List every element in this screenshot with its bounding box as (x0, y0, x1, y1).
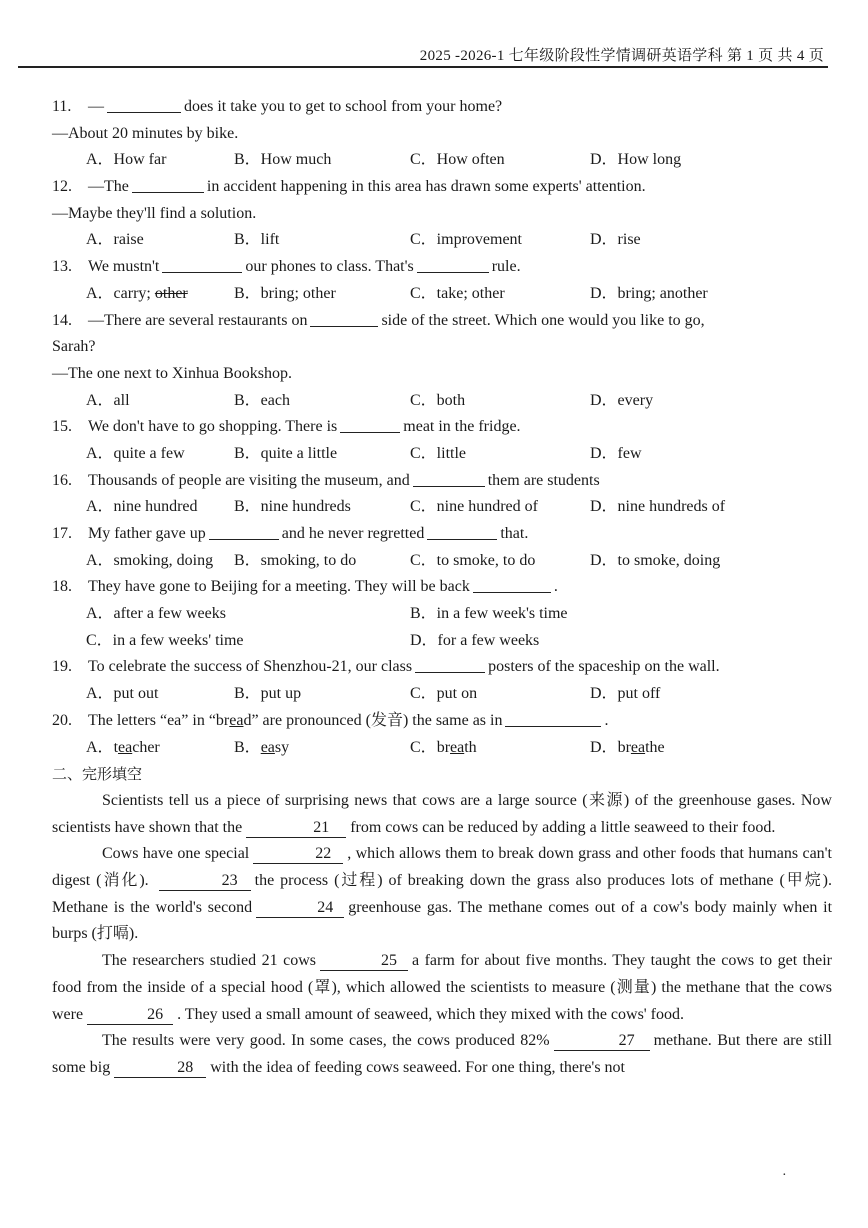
paragraph-text: from cows can be reduced by adding a little seaweed to their food. (350, 818, 776, 836)
question-15-options (52, 441, 832, 468)
underlined-letters: ea (260, 738, 275, 756)
question-14-options (52, 388, 832, 415)
question-13-stem (52, 254, 832, 281)
answer-blank (209, 523, 279, 540)
question-19-stem (52, 654, 832, 681)
answer-blank (415, 656, 485, 673)
question-14-stem (52, 308, 832, 335)
header-rule (18, 66, 828, 68)
stem-text: . (604, 711, 609, 729)
cloze-blank-26: 26 (87, 1006, 173, 1025)
stem-text: that. (500, 525, 529, 542)
stem-text: meat in the fridge. (403, 418, 521, 436)
paragraph-text: Cows have one special (102, 845, 250, 863)
option-d: D．for a few weeks (410, 631, 540, 649)
option-letter: A． (86, 738, 114, 756)
question-12-reply: —Maybe they'll find a solution. (52, 204, 257, 222)
option-a: A．smoking, doing (86, 551, 214, 569)
question-12-stem (52, 174, 832, 201)
stem-text: We don't have to go shopping. There is (88, 418, 338, 436)
stem-text: and he never regretted (281, 525, 425, 542)
option-d: D．every (590, 391, 654, 409)
page-header: 2025 -2026-1 七年级阶段性学情调研英语学科 第 1 页 共 4 页 (419, 48, 824, 64)
stem-text: —The (88, 178, 129, 196)
option-d (590, 735, 665, 762)
answer-blank (413, 470, 485, 487)
question-14-cont: Sarah? (52, 338, 96, 356)
cloze-paragraph-3 (52, 948, 832, 1028)
option-c: C．nine hundred of (410, 498, 538, 516)
option-letter: D． (590, 738, 618, 756)
option-d: D．few (590, 444, 642, 462)
option-c: C．take; other (410, 284, 505, 302)
option-a: A．raise (86, 231, 144, 249)
paragraph-text: . They used a small amount of seaweed, which they mixed with the cows' food. (177, 1005, 685, 1023)
option-c: C．both (410, 391, 466, 409)
paragraph-text: the process (过程) of breaking down the grass also produces lots of methane (甲烷). Methane is the world's second (52, 871, 832, 916)
question-12-options (52, 227, 832, 254)
cloze-paragraph-2 (52, 841, 832, 948)
option-c: C．How often (410, 151, 505, 169)
option-b: B．in a few week's time (410, 605, 568, 623)
answer-blank (505, 710, 601, 727)
paragraph-text: with the idea of feeding cows seaweed. For one thing, there's not (210, 1058, 625, 1076)
question-18-options-row1 (52, 601, 832, 628)
question-17-options (52, 548, 832, 575)
option-d: D．put off (590, 685, 661, 703)
paragraph-text: greenhouse gas. The methane comes out of a cow's body mainly when it burps (打嗝). (52, 898, 833, 943)
question-19-options (52, 681, 832, 708)
option-c: C．to smoke, to do (410, 551, 536, 569)
underlined-letters: ea (229, 711, 244, 729)
stem-text: our phones to class. That's (245, 258, 414, 276)
question-20-options (52, 735, 832, 762)
option-c (410, 735, 477, 762)
option-letter: B． (234, 738, 261, 756)
question-11-options (52, 147, 832, 174)
cloze-paragraph-4 (52, 1028, 832, 1081)
question-11-stem (52, 94, 832, 121)
stem-text: d” are pronounced (发音) the same as in (243, 711, 503, 729)
cloze-blank-27: 27 (554, 1032, 650, 1051)
cloze-blank-28: 28 (114, 1059, 206, 1078)
stem-text: — (88, 98, 104, 115)
word-part: the (645, 738, 665, 756)
cloze-paragraph-1 (52, 788, 832, 841)
option-a: A．nine hundred (86, 498, 198, 516)
question-18-options-row2 (52, 628, 832, 655)
question-17-stem (52, 521, 832, 548)
question-13-options (52, 281, 832, 308)
option-a: A．all (86, 391, 130, 409)
option-a: A．How far (86, 151, 167, 169)
cloze-blank-25: 25 (320, 952, 408, 971)
question-number: 17. (52, 525, 72, 542)
stem-text: in accident happening in this area has drawn some experts' attention. (206, 178, 646, 196)
option-b: B．bring; other (234, 284, 336, 302)
question-number: 15. (52, 418, 72, 436)
option-c: C．put on (410, 685, 478, 703)
stem-text: does it take you to get to school from your home? (184, 98, 503, 115)
option-b: B．lift (234, 231, 280, 249)
question-16-options (52, 494, 832, 521)
word-part: sy (274, 738, 290, 756)
stem-text: The letters “ea” in “br (88, 711, 230, 729)
question-number: 20. (52, 711, 72, 729)
stem-text: side of the street. Which one would you like to go, (381, 311, 705, 329)
answer-blank (427, 523, 497, 540)
footer-mark: · (782, 1168, 787, 1183)
question-number: 12. (52, 178, 72, 196)
option-a: A．put out (86, 685, 159, 703)
question-14-reply: —The one next to Xinhua Bookshop. (52, 364, 292, 382)
cloze-blank-24: 24 (256, 899, 344, 918)
option-c: C．little (410, 444, 467, 462)
word-part: th (464, 738, 477, 756)
paragraph-text: , which allows them to break down grass and other foods that humans can't digest (消化). (52, 845, 832, 889)
question-number: 14. (52, 311, 72, 329)
question-number: 13. (52, 258, 72, 276)
option-b: B．nine hundreds (234, 498, 351, 516)
question-18-stem (52, 574, 832, 601)
paragraph-text: Scientists tell us a piece of surprising news that cows are a large source (来源) of the greenhouse gases. Now scientists have shown that the (52, 791, 832, 836)
stem-text: . (553, 578, 558, 596)
paragraph-text: The researchers studied 21 cows (102, 952, 316, 970)
option-letter: C． (410, 738, 437, 756)
question-20-stem (52, 708, 832, 735)
cloze-blank-22: 22 (253, 845, 343, 864)
option-a: A．after a few weeks (86, 605, 226, 623)
option-d: D．bring; another (590, 284, 708, 302)
stem-text: We mustn't (88, 258, 160, 276)
option-b: B．smoking, to do (234, 551, 357, 569)
stem-text: To celebrate the success of Shenzhou-21, our class (88, 658, 413, 676)
question-15-stem (52, 414, 832, 441)
option-a: A．quite a few (86, 444, 185, 462)
cloze-blank-21: 21 (246, 819, 346, 838)
word-part: br (436, 738, 451, 756)
struck-word: other (154, 284, 188, 302)
stem-text: them are students (487, 471, 600, 489)
cloze-blank-23: 23 (159, 872, 251, 891)
answer-blank (162, 256, 242, 273)
question-number: 18. (52, 578, 72, 596)
option-d: D．to smoke, doing (590, 551, 721, 569)
option-a (86, 735, 160, 762)
option-a-text: A．carry; (86, 284, 151, 302)
option-b: B．put up (234, 685, 302, 703)
underlined-letters: ea (630, 738, 646, 756)
stem-text: Thousands of people are visiting the museum, and (88, 471, 410, 489)
answer-blank (473, 576, 551, 593)
answer-blank (107, 96, 181, 113)
question-11-reply: —About 20 minutes by bike. (52, 124, 239, 142)
option-a (86, 281, 188, 308)
paragraph-text: a farm for about five months. They taught the cows to get their food from the inside of a special hood (罩), which allowed the scientists to measure (测量) the methane that the cows were (52, 952, 832, 1023)
word-part: t (113, 738, 119, 756)
question-number: 16. (52, 471, 72, 489)
option-c: C．in a few weeks' time (86, 631, 244, 649)
word-part: br (617, 738, 631, 756)
paragraph-text: methane. But there are still some big (52, 1032, 832, 1076)
stem-text: My father gave up (88, 525, 206, 542)
question-16-stem (52, 468, 832, 495)
option-c: C．improvement (410, 231, 522, 249)
answer-blank (417, 256, 489, 273)
option-b: B．quite a little (234, 444, 338, 462)
answer-blank (340, 416, 400, 433)
option-b (234, 735, 289, 762)
stem-text: They have gone to Beijing for a meeting. They will be back (88, 578, 470, 596)
question-number: 11. (52, 98, 72, 115)
paragraph-text: The results were very good. In some cases, the cows produced 82% (102, 1032, 550, 1050)
underlined-letters: ea (118, 738, 133, 756)
option-b: B．How much (234, 151, 332, 169)
underlined-letters: ea (450, 738, 465, 756)
word-part: cher (132, 738, 160, 756)
option-d: D．nine hundreds of (590, 498, 726, 516)
option-b: B．each (234, 391, 290, 409)
exam-content (52, 94, 832, 1082)
stem-text: posters of the spaceship on the wall. (488, 658, 720, 676)
question-number: 19. (52, 658, 72, 676)
answer-blank (310, 310, 378, 327)
stem-text: rule. (491, 258, 521, 276)
section-title: 二、完形填空 (52, 765, 143, 784)
option-d: D．How long (590, 151, 682, 169)
option-d: D．rise (590, 231, 641, 249)
answer-blank (132, 176, 204, 193)
stem-text: —There are several restaurants on (88, 311, 308, 329)
